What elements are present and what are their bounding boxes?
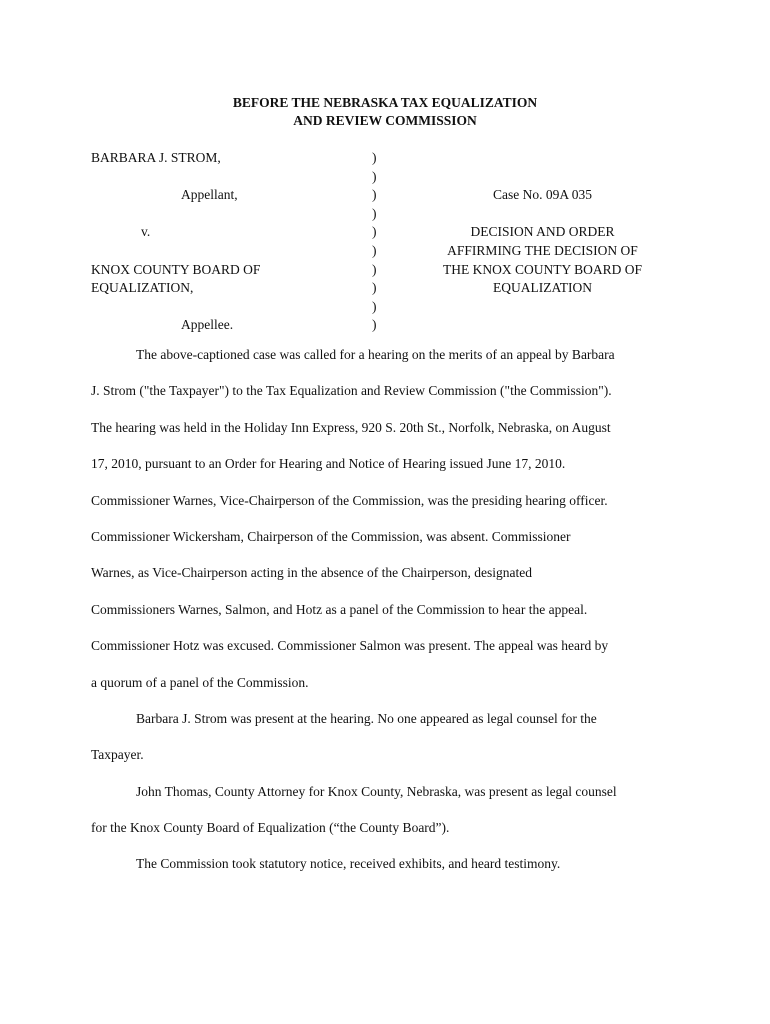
body-line: Barbara J. Strom was present at the hearing. No one appeared as legal counsel for the [136, 710, 597, 726]
appellee-role: Appellee. [181, 317, 234, 333]
paren: ) [372, 298, 377, 314]
body-line: Commissioner Hotz was excused. Commissioner Salmon was present. The appeal was heard by [91, 638, 609, 654]
appellant-name: BARBARA J. STROM, [91, 150, 221, 165]
appellant-role: Appellant, [181, 187, 238, 203]
body-line: Taxpayer. [91, 747, 144, 763]
body-line: Warnes, as Vice-Chairperson acting in the absence of the Chairperson, designated [91, 565, 532, 581]
paren: ) [372, 205, 377, 221]
body-line: The Commission took statutory notice, received exhibits, and heard testimony. [136, 856, 561, 872]
body-line: Commissioner Warnes, Vice-Chairperson of the Commission, was the presiding hearing officer. [91, 492, 608, 508]
paren: ) [372, 150, 377, 165]
body-line: The hearing was held in the Holiday Inn Express, 920 S. 20th St., Norfolk, Nebraska, on August [91, 419, 611, 435]
header-line-2: AND REVIEW COMMISSION [293, 113, 477, 128]
decision-title-line-3: THE KNOX COUNTY BOARD OF [443, 261, 642, 277]
decision-title-line-2: AFFIRMING THE DECISION OF [447, 242, 638, 258]
case-number: Case No. 09A 035 [493, 187, 592, 203]
body-line: Commissioner Wickersham, Chairperson of the Commission, was absent. Commissioner [91, 528, 571, 544]
paren: ) [372, 242, 377, 258]
body-line: The above-captioned case was called for a hearing on the merits of an appeal by Barbara [136, 347, 615, 362]
body-line: for the Knox County Board of Equalization (“the County Board”). [91, 820, 450, 836]
paren: ) [372, 317, 377, 333]
document-body [91, 346, 681, 892]
paren: ) [372, 280, 377, 296]
body-line: John Thomas, County Attorney for Knox County, Nebraska, was present as legal counsel [136, 783, 617, 799]
paren: ) [372, 187, 377, 203]
appellee-name-line-2: EQUALIZATION, [91, 280, 194, 296]
paren: ) [372, 168, 377, 184]
body-line: a quorum of a panel of the Commission. [91, 674, 309, 690]
case-caption [0, 149, 770, 339]
appellee-name-line-1: KNOX COUNTY BOARD OF [91, 261, 261, 277]
parties-column [91, 149, 361, 335]
decision-title-line-4: EQUALIZATION [493, 280, 592, 296]
versus: v. [141, 224, 151, 240]
body-line: 17, 2010, pursuant to an Order for Hearing and Notice of Hearing issued June 17, 2010. [91, 456, 566, 472]
document-header [0, 94, 770, 130]
header-line-1: BEFORE THE NEBRASKA TAX EQUALIZATION [232, 95, 538, 110]
decision-title-line-1: DECISION AND ORDER [470, 224, 615, 240]
paren: ) [372, 224, 377, 240]
case-info-column [420, 149, 665, 298]
paren-divider [372, 149, 382, 335]
paren: ) [372, 261, 377, 277]
body-line: J. Strom ("the Taxpayer") to the Tax Equalization and Review Commission ("the Commission"). [91, 383, 612, 399]
body-line: Commissioners Warnes, Salmon, and Hotz as a panel of the Commission to hear the appeal. [91, 601, 588, 617]
